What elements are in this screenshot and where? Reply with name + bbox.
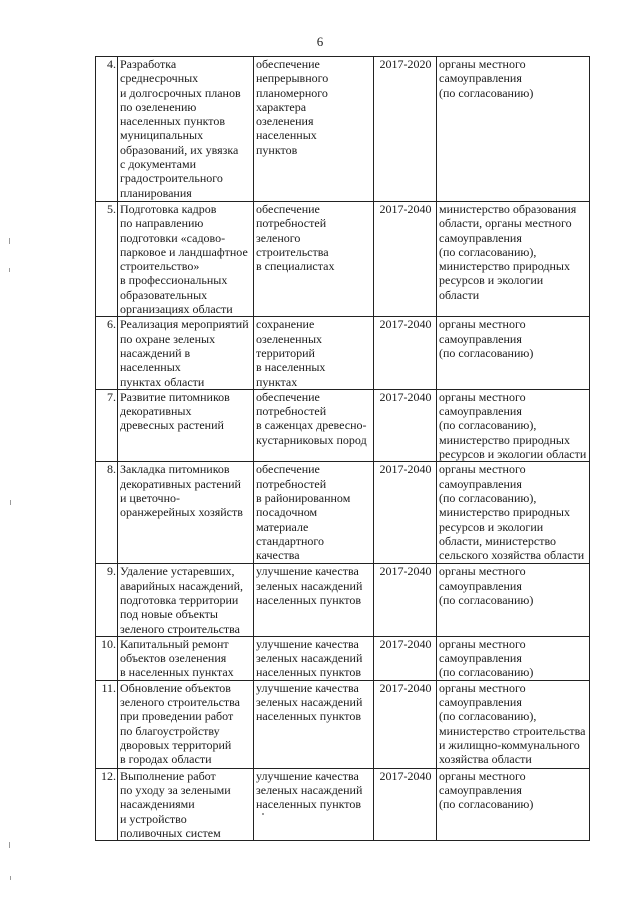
scan-mark <box>10 500 11 505</box>
measure-period: 2017-2040 <box>374 564 437 636</box>
measure-executor: органы местного самоуправления (по согласованию) <box>437 636 590 680</box>
row-number: 6. <box>96 317 118 389</box>
measure-name: Развитие питомников декоративных древесных растений <box>118 389 254 461</box>
measure-period: 2017-2040 <box>374 462 437 564</box>
measure-executor: органы местного самоуправления (по согласованию) <box>437 564 590 636</box>
measure-name: Разработка среднесрочных и долгосрочных планов по озеленению населенных пунктов муниципальных образований, их увязка с документами градостроительного планирования <box>118 57 254 202</box>
scan-mark <box>9 842 10 848</box>
table-row <box>96 389 590 461</box>
row-number: 11. <box>96 680 118 768</box>
page-number: 6 <box>316 34 324 49</box>
row-number: 8. <box>96 462 118 564</box>
measure-executor: органы местного самоуправления (по согласованию) <box>437 317 590 389</box>
measure-name: Подготовка кадров по направлению подготовки «садово- парковое и ландшафтное строительство» в профессиональных образовательных организациях области <box>118 202 254 317</box>
row-number: 9. <box>96 564 118 636</box>
measure-executor: органы местного самоуправления (по согласованию), министерство строительства и жилищно-коммунального хозяйства области <box>437 680 590 768</box>
scan-mark <box>10 876 11 880</box>
measure-executor: органы местного самоуправления (по согласованию) <box>437 768 590 840</box>
row-number: 12. <box>96 768 118 840</box>
measure-period: 2017-2040 <box>374 768 437 840</box>
measure-purpose: обеспечение потребностей в саженцах древесно- кустарниковых пород <box>254 389 374 461</box>
measure-purpose: обеспечение потребностей в районированном посадочном материале стандартного качества <box>254 462 374 564</box>
measure-name: Обновление объектов зеленого строительства при проведении работ по благоустройству дворовых территорий в городах области <box>118 680 254 768</box>
measure-purpose: улучшение качества зеленых насаждений населенных пунктов <box>254 636 374 680</box>
table-row <box>96 680 590 768</box>
measure-period: 2017-2020 <box>374 57 437 202</box>
measure-period: 2017-2040 <box>374 636 437 680</box>
measure-name: Закладка питомников декоративных растений и цветочно- оранжерейных хозяйств <box>118 462 254 564</box>
row-number: 7. <box>96 389 118 461</box>
row-number: 5. <box>96 202 118 317</box>
measure-executor: органы местного самоуправления (по согласованию), министерство природных ресурсов и экологии области, министерство сельского хозяйства области <box>437 462 590 564</box>
table-row <box>96 636 590 680</box>
table-row <box>96 462 590 564</box>
measure-name: Выполнение работ по уходу за зелеными насаждениями и устройство поливочных систем <box>118 768 254 840</box>
measure-period: 2017-2040 <box>374 389 437 461</box>
measure-purpose: улучшение качества зеленых насаждений населенных пунктов <box>254 680 374 768</box>
scan-mark <box>9 268 10 272</box>
measure-executor: министерство образования области, органы местного самоуправления (по согласованию), министерство природных ресурсов и экологии области <box>437 202 590 317</box>
measure-purpose: улучшение качества зеленых насаждений населенных пунктов <box>254 564 374 636</box>
measure-purpose: обеспечение потребностей зеленого строительства в специалистах <box>254 202 374 317</box>
measure-name: Реализация мероприятий по охране зеленых насаждений в населенных пунктах области <box>118 317 254 389</box>
measure-name: Капитальный ремонт объектов озеленения в населенных пунктах <box>118 636 254 680</box>
measure-purpose: сохранение озелененных территорий в населенных пунктах <box>254 317 374 389</box>
measure-period: 2017-2040 <box>374 680 437 768</box>
measure-executor: органы местного самоуправления (по согласованию) <box>437 57 590 202</box>
table-row <box>96 317 590 389</box>
table-row <box>96 768 590 840</box>
measure-purpose: улучшение качества зеленых насаждений населенных пунктов <box>254 768 374 840</box>
row-number: 10. <box>96 636 118 680</box>
measures-table <box>95 56 590 841</box>
row-number: 4. <box>96 57 118 202</box>
table-row <box>96 564 590 636</box>
measure-period: 2017-2040 <box>374 202 437 317</box>
table-row <box>96 57 590 202</box>
scan-mark <box>262 813 264 815</box>
table-row <box>96 202 590 317</box>
scan-mark <box>9 238 10 244</box>
measure-period: 2017-2040 <box>374 317 437 389</box>
measure-purpose: обеспечение непрерывного планомерного характера озеленения населенных пунктов <box>254 57 374 202</box>
measure-executor: органы местного самоуправления (по согласованию), министерство природных ресурсов и экологии области <box>437 389 590 461</box>
measure-name: Удаление устаревших, аварийных насаждений, подготовка территории под новые объекты зеленого строительства <box>118 564 254 636</box>
